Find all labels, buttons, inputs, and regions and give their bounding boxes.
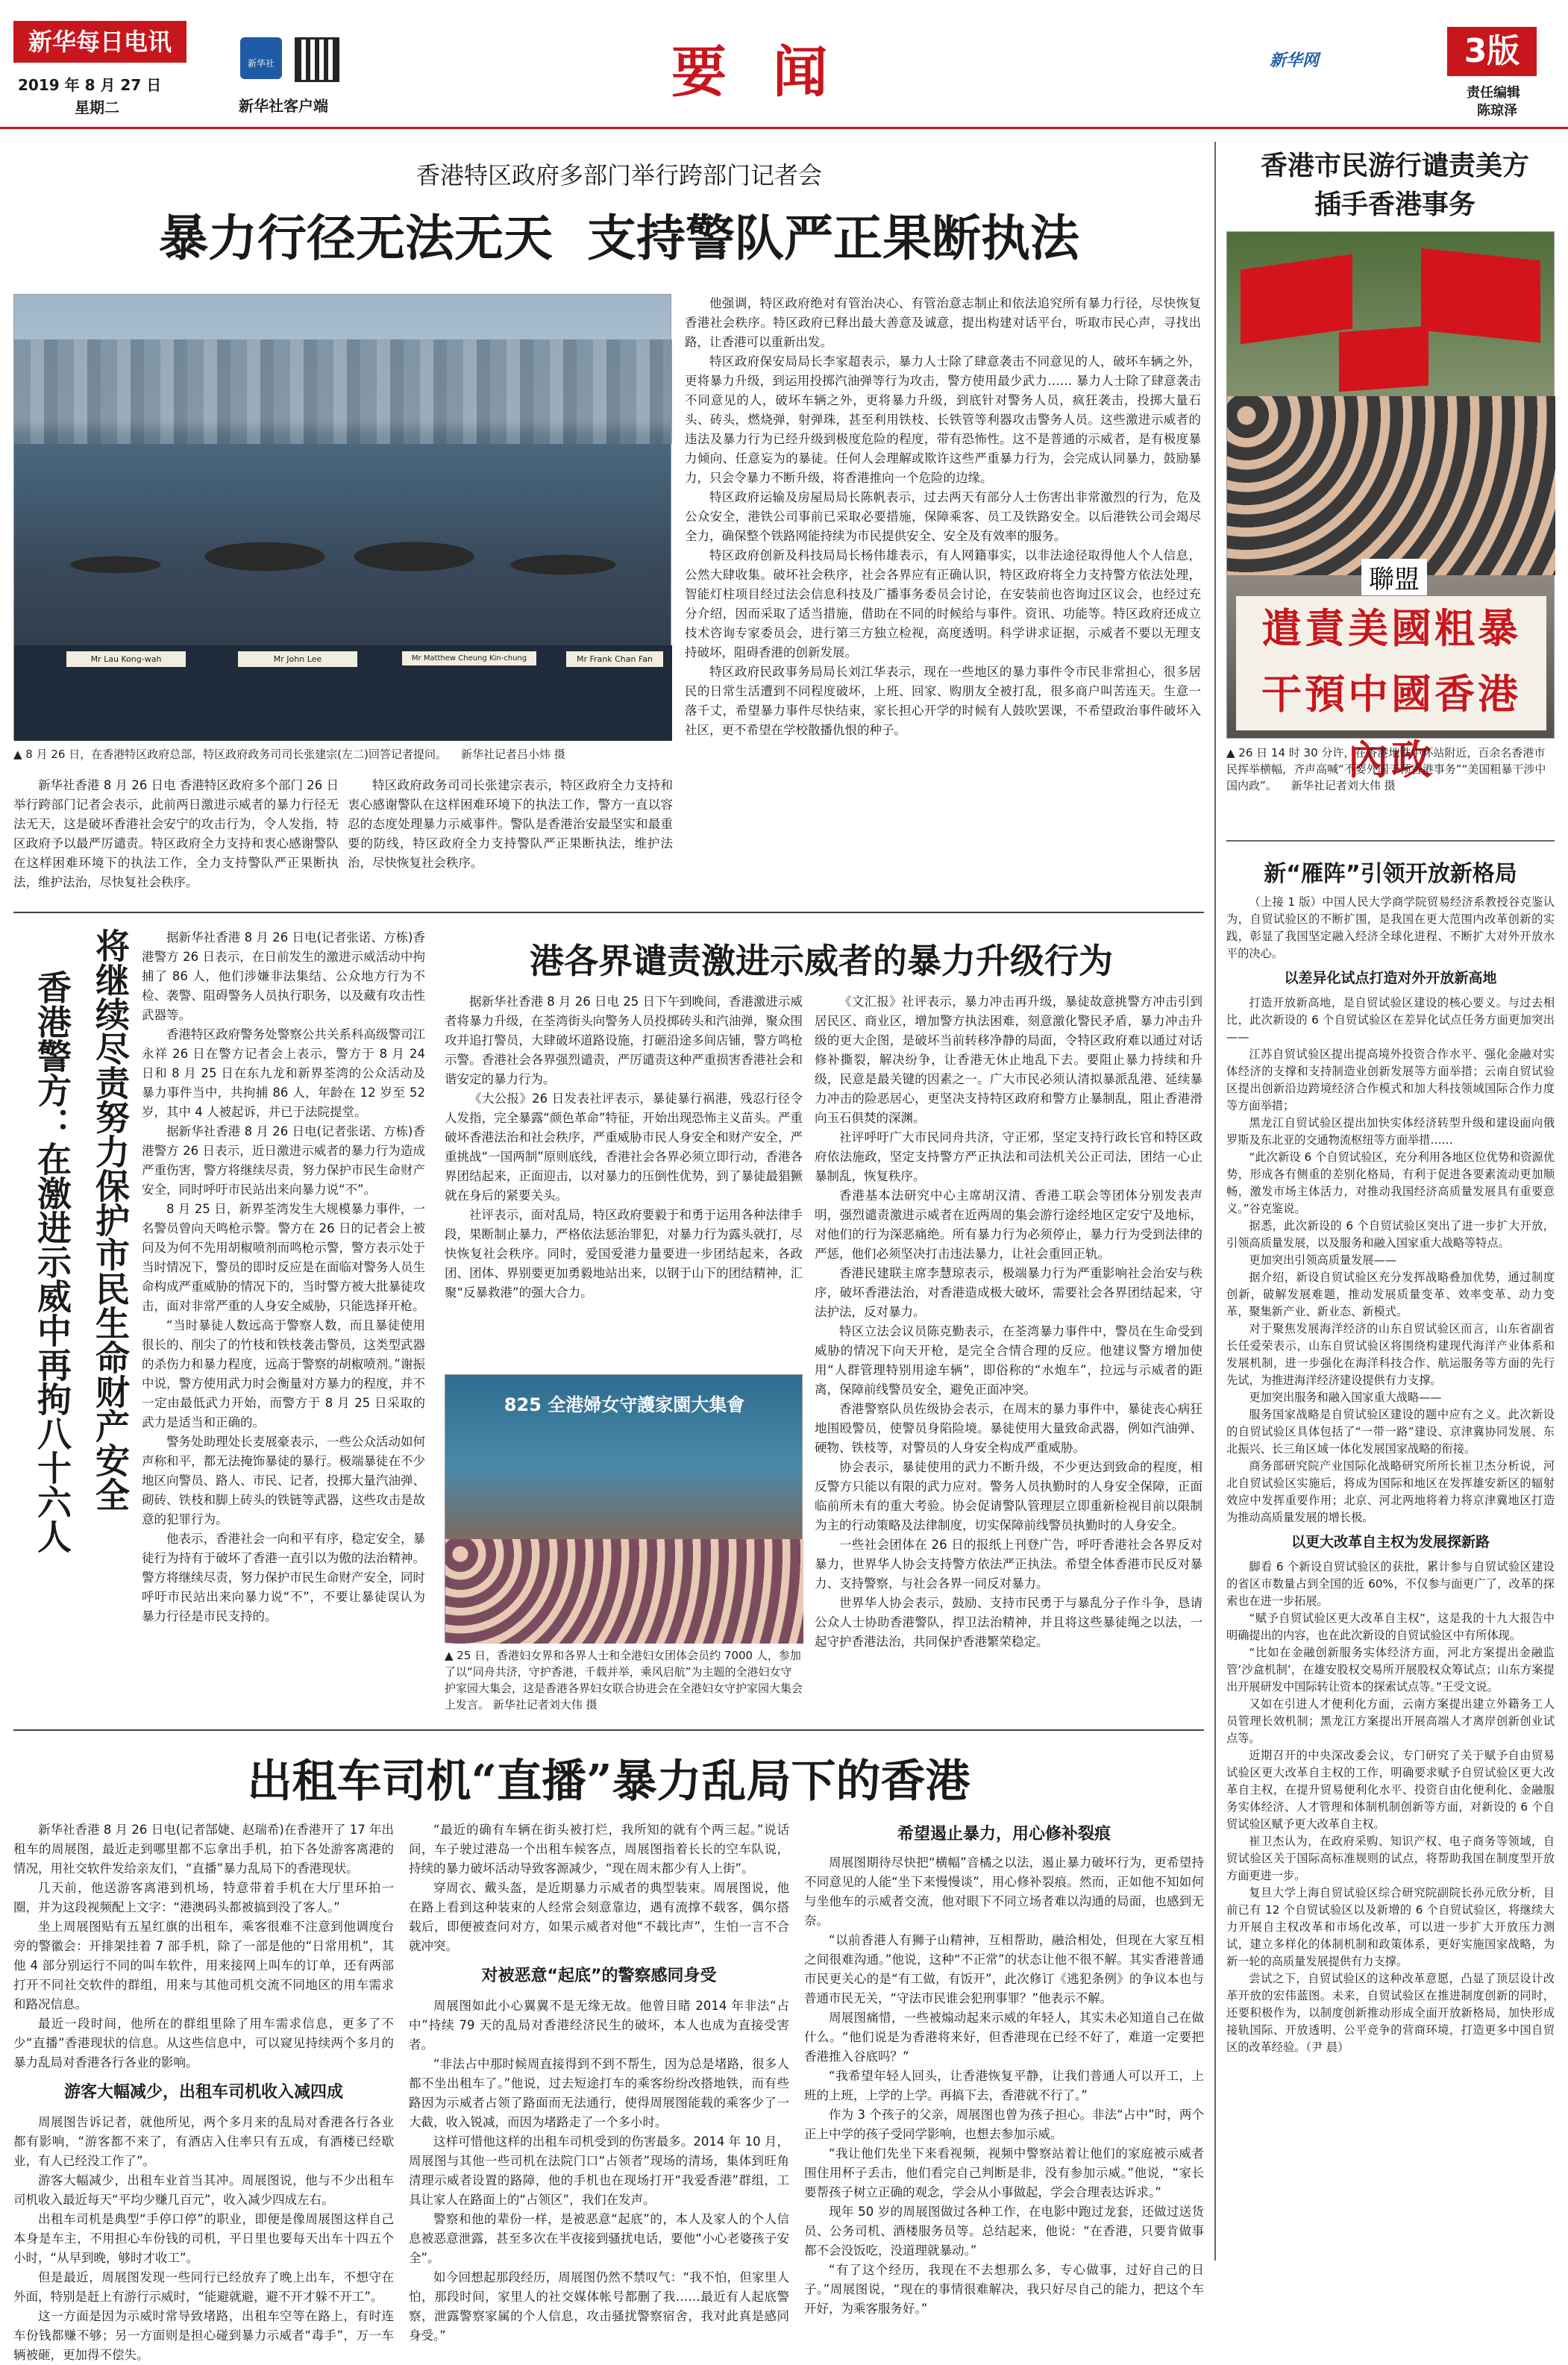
nameplate: Mr Frank Chan Fan bbox=[566, 651, 663, 667]
paragraph: 他表示，香港社会一向和平有序，稳定安全，暴徒行为持有于破坏了香港一直引以为傲的法治精神。警方将继续尽责，努力保护市民生命财产安全，同时呼吁市民站出来向暴力说“不”，不要让暴徒误认为暴力行径是市民支持的。 bbox=[142, 1532, 425, 1623]
ftz-headline: 新“雁阵”引领开放新格局 bbox=[1264, 861, 1517, 887]
issue-weekday: 星期二 bbox=[75, 98, 119, 116]
paragraph: 出租车司机是典型“手停口停”的职业，即便是像周展图这样自己本身是车主，不用担心车份钱的司机，平日里也要每天出车十四五个小时，“从早到晚，够时才收工”。 bbox=[13, 2212, 394, 2265]
rally-caption: ▲ 26 日 14 时 30 分许，在香港地铁中环站附近，百余名香港市民挥举横幅，齐声高喊“不要外国干预香港事务”“美国粗暴干涉中国内政”。 新华社记者刘大伟 摄 bbox=[1226, 746, 1546, 792]
police-vertical-title-1: 将继续尽责努力保护市民生命财产安全 bbox=[90, 928, 131, 1512]
paragraph: 据介绍，新设自贸试验区充分发挥战略叠加优势，通过制度创新，破解发展难题，推动发展质量变革、效率变革、动力变革，聚集新产业、新业态、新模式。 bbox=[1226, 1271, 1555, 1318]
taxi-subhead-2: 对被恶意“起底”的警察感同身受 bbox=[481, 1967, 717, 1985]
paragraph: 黑龙江自贸试验区提出加快实体经济转型升级和建设面向俄罗斯及东北亚的交通物流枢纽等方面举措…… bbox=[1226, 1116, 1555, 1147]
paragraph: 据新华社香港 8 月 26 日电 25 日下午到晚间，香港激进示威者将暴力升级，在荃湾街头向警务人员投掷砖头和汽油弹，聚众围攻并追打警员，大肆破坏道路设施，打砸沿途多间店铺，警方鸣枪示警。香港社会各界强烈谴责，严厉谴责这种严重损害香港社会和谐安定的暴力行为。 bbox=[445, 994, 803, 1086]
paragraph: 又如在引进人才便利化方面，云南方案提出建立外籍务工人员管理长效机制；黑龙江方案提出开展高端人才离岸创新创业试点等。 bbox=[1226, 1697, 1555, 1745]
paragraph: 香港民建联主席李慧琼表示，极端暴力行为严重影响社会治安与秩序，破坏香港法治，对香港造成极大破坏，需要社会各界团结起来，守法护法，反对暴力。 bbox=[815, 1266, 1202, 1319]
paragraph: 穿周衣、戴头盔，是近期暴力示威者的典型装束。周展图说，他在路上看到这种装束的人经常会刻意靠边，遇有流撑不载客，偶尔搭载后，即便被查问对方，如果示威者对他“不载比声”，生怕一言不合就冲突。 bbox=[409, 1881, 789, 1953]
paragraph: 游客大幅减少，出租车业首当其冲。周展图说，他与不少出租车司机收入最近每天“平均少赚几百元”，收入减少四成左右。 bbox=[13, 2173, 394, 2207]
paragraph: 一些社会团体在 26 日的报纸上刊登广告，呼吁香港社会各界反对暴力，世界华人协会支持警方依法严正执法。希望全体香港市民反对暴力、支持警察，与社会各界一同反对暴力。 bbox=[815, 1538, 1202, 1591]
qr-code-icon bbox=[295, 37, 339, 82]
paragraph: 警务处助理处长麦展豪表示，一些公众活动如何声称和平，都无法掩饰暴徒的暴行。极端暴徒在不少地区向警员、路人、市民、记者，投掷大量汽油弹、砌砖、铁枝和脚上砖头的铁链等武器，这些攻击是故意的犯罪行为。 bbox=[142, 1435, 425, 1526]
nameplate: Mr Lau Kong-wah bbox=[66, 651, 186, 667]
paragraph: 新华社香港 8 月 26 日电 香港特区政府多个部门 26 日举行跨部门记者会表示，此前两日激进示威者的暴力行径无法无天，这是破坏香港社会安宁的攻击行为，令人发指，特区政府予以最严厉谴责。特区政府全力支持和衷心感谢警队在这样困难环境下的执法工作，全力支持警队严正果断执法，维护法治，尽快复社会秩序。 bbox=[13, 778, 339, 889]
lead-kicker: 香港特区政府多部门举行跨部门记者会 bbox=[415, 161, 822, 189]
paragraph: 更加突出引领高质量发展—— bbox=[1249, 1253, 1396, 1267]
paragraph: 周展图期待尽快把“横幅”音橘之以法，遏止暴力破坏行为，更希望持不同意见的人能“坐下来慢慢谈”，用心修补裂痕。然而，正如他不知如何与坐他车的示威者交流，他对眼下不同立场者难以沟通的局面，也感到无奈。 bbox=[804, 1855, 1204, 1928]
paragraph: 香港特区政府警务处警察公共关系科高级警司江永祥 26 日在警方记者会上表示，警方于 8 月 24 日和 8 月 25 日在东九龙和新界荃湾的公众活动及暴力事件当中，共拘捕 86 人，年龄在 12 岁至 52 岁，其中 4 人被起诉，并已于法院提堂。 bbox=[142, 1027, 425, 1119]
taxi-col1 bbox=[13, 1820, 394, 2362]
paragraph: 这样可惜他这样的出租车司机受到的伤害最多。2014 年 10 月，周展图与其他一些司机在法院门口“占领者”现场的清场，集体到旺角清理示威者设置的路障，他的手机也在现场打开“我爱香港”群组，工具让家人在路面上的“占领区”，我们在发声。 bbox=[409, 2134, 789, 2207]
women-rally-caption: ▲ 25 日，香港妇女界和各界人士和全港妇女团体会员约 7000 人，参加了以“同舟共济，守护香港，千载并举，乘风启航”为主题的全港妇女守护家园大集会，这是香港各界妇女联合协进会在全港妇女守护家园大集会上发言。 新华社记者刘大伟 摄 bbox=[445, 1649, 803, 1711]
paragraph: 尝试之下，自贸试验区的这种改革意愿，凸显了顶层设计改革开放的宏伟蓝图。未来，自贸试验区在推进制度创新的同时，还要积极作为，以制度创新推动形成全面开放新格局，加快形成接轨国际、开放透明、公平竞争的营商环境，打造更多中国自贸区的改革经验。（尹 晨） bbox=[1226, 1972, 1555, 2054]
paragraph: 警察和他的辈份一样，是被恶意“起底”的，本人及家人的个人信息被恶意泄露，甚至多次在半夜接到骚扰电话，要他“小心老婆孩子安全”。 bbox=[409, 2212, 789, 2265]
hk-flag bbox=[1339, 326, 1429, 392]
paragraph: “我希望年轻人回头，让香港恢复平静，让我们普通人可以开工，上班的上班，上学的上学。再搞下去，香港就不行了。” bbox=[804, 2069, 1204, 2102]
taxi-divider bbox=[13, 1729, 1204, 1731]
paragraph: “最近的确有车辆在街头被打烂，我所知的就有个两三起。”说话间，车子驶过港岛一个出租车候客点，周展图指着长长的空车队说，持续的暴力破坏活动导致客源减少，“现在周末都少有人上街”。 bbox=[409, 1823, 789, 1876]
paragraph: 周展图痛惜，一些被煽动起来示威的年轻人，其实未必知道自己在做什么。“他们说是为香港将来好，但香港现在已经不好了，难道一定要把香港推入谷底吗？” bbox=[804, 2011, 1204, 2064]
paragraph: 新华社香港 8 月 26 日电(记者郜婕、赵瑞希)在香港开了 17 年出租车的周展图，最近走到哪里都不忘拿出手机，拍下各处游客离港的情况，用社交软件发给亲友们，“直播”暴力乱局下的香港现状。 bbox=[13, 1823, 394, 1876]
crowd-figures bbox=[445, 1539, 803, 1644]
paragraph: “以前香港人有狮子山精神，互相帮助，融洽相处，但现在大家互相之间很难沟通。”他说，这种“不正常”的状态让他不很不解。其实香港普通市民更关心的是“有工做，有饭开”，此次修订《逃犯条例》的争议本也与普通市民无关，“守法市民谁会犯刑事罪？”他表示不解。 bbox=[804, 1933, 1204, 2005]
chinese-flag bbox=[1421, 248, 1540, 343]
paragraph: 特区政府保安局局长李家超表示，暴力人士除了肆意袭击不同意见的人，破坏车辆之外，更将暴力升级，到运用投掷汽油弹等行为攻击，警方使用最少武力…… 暴力人士除了肆意袭击不同意见的人，破坏车辆之外，更将暴力升级，到底针对警务人员，疯狂袭击，投掷大量石头、砖头，燃烧弹，射弹珠，甚至利用铁枝、长铁管等利器攻击警务人员。这些激进示威者的违法及暴力行为已经升级到极度危险的程度，带有恐怖性。这不是普通的示威者，是有极度暴力倾向、任意妄为的暴徒。任何人会理解或欺许这些严重暴力行为，会完成认同暴力，鼓励暴力，只会令暴力不断升级，将香港推向一个危险的边缘。 bbox=[685, 354, 1201, 485]
lead-body-col3 bbox=[685, 294, 1201, 906]
taxi-col2 bbox=[409, 1820, 789, 2343]
paragraph: 江苏自贸试验区提出提高境外投资合作水平、强化金融对实体经济的支撑和支持制造业创新发展等方面举措；云南自贸试验区提出创新沿边跨境经济合作模式和加大科技领域国际合作力度等方面举措； bbox=[1226, 1047, 1555, 1112]
paragraph: 特区政府民政事务局局长刘江华表示，现在一些地区的暴力事件令市民非常担心，很多居民的日常生活遭到不同程度破坏，上班、回家、购朋友全被打乱，很多商户叫苦连天。生意一落千丈，希望暴力事件尽快结束，家长担心开学的时候有人鼓吹罢课，不希望政治事件破坏入社区，更不希望在学校散播仇恨的种子。 bbox=[685, 665, 1201, 737]
issue-date: 2019 年 8 月 27 日 bbox=[18, 76, 162, 94]
ftz-subhead-1: 以差异化试点打造对外开放新高地 bbox=[1284, 970, 1497, 986]
rally-headline: 香港市民游行谴责美方插手香港事务 bbox=[1260, 150, 1529, 220]
client-label: 新华社客户端 bbox=[239, 97, 328, 115]
nameplate: Mr John Lee bbox=[238, 651, 357, 667]
press-photo-caption: ▲ 8 月 26 日，在香港特区政府总部，特区政府政务司司长张建宗(左二)回答记者提问。 新华社记者吕小炜 摄 bbox=[13, 748, 565, 761]
police-vertical-title-2: 香港警方：在激进示威中再拘八十六人 bbox=[32, 970, 72, 1553]
ftz-body bbox=[1226, 894, 1555, 2267]
crowd-figures bbox=[1227, 396, 1555, 575]
taxi-col3 bbox=[804, 1820, 1204, 2316]
paragraph: 特区立法会议员陈克勤表示，在荃湾暴力事件中，警员在生命受到威胁的情况下向天开枪，是完全合情合理的反应。他建议警方增加使用“人群管理特别用途车辆”，即俗称的“水炮车”，拉远与示威者的距离，保障前线警员安全，避免正面冲突。 bbox=[815, 1324, 1202, 1397]
masthead bbox=[0, 0, 1568, 127]
paragraph: 特区政府政务司司长张建宗表示，特区政府全力支持和衷心感谢警队在这样困难环境下的执法工作，警方一直以容忍的态度处理暴力示威事件。警队是香港治安最坚实和最重要的防线，特区政府全力支持警队严正果断执法，维护法治，尽快恢复社会秩序。 bbox=[348, 778, 673, 870]
paragraph: 8 月 25 日，新界荃湾发生大规模暴力事件，一名警员曾向天鸣枪示警。警方在 26 日的记者会上被问及为何不先用胡椒喷剂而鸣枪示警，警方表示处于当时情况下，警员的即时反应是在面临对警务人员生命构成严重威胁的情况下的，当时警方被大批暴徒攻击，面对非常严重的人身安全威胁，只能选择开枪。 bbox=[142, 1202, 425, 1313]
paragraph: 《文汇报》社评表示，暴力冲击再升级，暴徒故意挑警方冲击引到居民区、商业区，增加警方执法困难，刻意激化警民矛盾，暴力冲击升级的更大企图，是破坏当前转移净静的局面，令特区政府难以通过对话修补撕裂，解决纷争，让香港无休止地乱下去。要阻止暴力持续和升级，民意是最关键的因素之一。广大市民必须认清拟暴派乱港、延续暴力冲击的险恶居心，更坚决支持特区政府和警方止暴制乱，阻止香港滑向玉石俱焚的深渊。 bbox=[815, 994, 1202, 1125]
paragraph: （上接 1 版）中国人民大学商学院贸易经济系教授谷克鉴认为，自贸试验区的不断扩围，是我国在更大范围内改革创新的实践，彰显了我国坚定融入经济全球化进程、不断扩大对外开放水平的决心。 bbox=[1226, 895, 1555, 960]
section-title: 要 闻 bbox=[671, 40, 841, 104]
speaker-figures bbox=[44, 466, 641, 630]
paragraph: 打造开放新高地，是自贸试验区建设的核心要义。与过去相比，此次新设的 6 个自贸试验区在差异化试点任务方面更加突出—— bbox=[1226, 996, 1555, 1044]
paragraph: 但是最近，周展图发现一些同行已经放弃了晚上出车，不想守在外面，特别是赶上有游行示威时，“能避就避，避不开才躲不开工”。 bbox=[13, 2270, 394, 2304]
lead-body-col1 bbox=[13, 776, 339, 903]
right-rail-divider bbox=[1214, 142, 1216, 2261]
news-logo: 新华网 bbox=[1270, 51, 1320, 70]
xinhua-client-logo: 新华社 bbox=[240, 37, 282, 79]
paragraph: “比如在金融创新服务实体经济方面，河北方案提出金融监管‘沙盒机制’，在雄安股权交易所开展股权众筹试点；山东方案提出开展研发中国际转让资本的探索试点等。”王受文说。 bbox=[1226, 1646, 1555, 1694]
paragraph: 社评呼吁广大市民同舟共济，守正邪，坚定支持行政长官和特区政府依法施政，坚定支持警方严正执法和司法机关公正司法，团结一心止暴制乱，恢复秩序。 bbox=[815, 1130, 1202, 1183]
paragraph: 几天前，他送游客离港到机场，特意带着手机在大厅里环拍一圈，并为这段视频配上文字：“港澳码头都被搞到没了客人。” bbox=[13, 1881, 394, 1914]
paragraph: 香港警察队员佐级协会表示，在周末的暴力事件中，暴徒丧心病狂地围殴警员，使警员身陷险境。暴徒使用大量致命武器，例如汽油弹、硬物、铁枝等，对警员的人身安全构成严重威胁。 bbox=[815, 1402, 1202, 1455]
paragraph: “此次新设 6 个自贸试验区，充分利用各地区位优势和资源优势，形成各有侧重的差别化格局，有利于促进各要素流动更加顺畅，激发市场主体活力，对推动我国经济高质量发展具有重要意义。”谷克鉴说。 bbox=[1226, 1150, 1555, 1215]
paragraph: 特区政府创新及科技局局长杨伟雄表示，有人网籍事实，以非法途径取得他人个人信息，公然大肆收集。破坏社会秩序，社会各界应有正确认识，特区政府将全力支持警方依法处理，智能灯柱项目经过法会信息科技及广播事务委员会讨论，在安装前也咨询过区议会，也经过充分介绍，因而采取了适当措施，借助在不同的时候给与事件。资讯、功能等。特区政府还成立技术咨询专家委员会，进行第三方独立检视，高度透明。科学讲求证据，示威者不要以无理支持破坏，阻碍香港的创新发展。 bbox=[685, 548, 1201, 660]
paragraph: 周展图如此小心翼翼不是无缘无故。他曾目睹 2014 年非法“占中”持续 79 天的乱局对香港经济民生的破坏，本人也成为直接受害者。 bbox=[409, 1999, 789, 2052]
protest-banner: 遣責美國粗暴干預中國香港內政 bbox=[1236, 596, 1546, 730]
lead-divider bbox=[13, 912, 1204, 913]
banner-small-text: 聯盟 bbox=[1361, 559, 1427, 595]
lead-headline: 暴力行径无法无天 支持警队严正果断执法 bbox=[159, 209, 1079, 267]
paragraph: 协会表示，暴徒使用的武力不断升级，不少更达到致命的程度，相反警方只能以有限的武力应对。警务人员执勤时的人身安全保障，正面临前所未有的重大考验。协会促请警队管理层立即重新检视目前以限制为主的行动策略及法律制度，切实保障前线警员执勤时的人身安全。 bbox=[815, 1460, 1202, 1532]
paragraph: 据悉，此次新设的 6 个自贸试验区突出了进一步扩大开放，引领高质量发展，以及服务和融入国家重大战略等特点。 bbox=[1226, 1219, 1555, 1250]
rail-divider bbox=[1226, 840, 1555, 842]
nameplate: Mr Matthew Cheung Kin-chung bbox=[402, 651, 536, 665]
condemn-body-left bbox=[445, 992, 803, 1365]
paragraph: 崔卫杰认为，在政府采购、知识产权、电子商务等领域，自贸试验区关于国际高标准规则的试点，将帮助我国在制度型开放方面更进一步。 bbox=[1226, 1835, 1555, 1882]
paragraph: 特区政府运输及房屋局局长陈帆表示，过去两天有部分人士伤害出非常激烈的行为，危及公众安全，港铁公司事前已采取必要措施，保障乘客、员工及铁路安全。以后港铁公司会竭尽全力，确保整个铁路网能持续为市民提供安全、安全及有效率的服务。 bbox=[685, 490, 1201, 543]
paragraph: 据新华社香港 8 月 26 日电(记者张诺、方栋)香港警方 26 日表示，在日前发生的激进示威活动中拘捕了 86 人，他们涉嫌非法集结、公众地方行为不检、袭警、阻碍警务人员执行职务，以及藏有攻击性武器等。 bbox=[142, 930, 425, 1022]
taxi-subhead-3: 希望遏止暴力，用心修补裂痕 bbox=[897, 1825, 1111, 1844]
paragraph: 据新华社香港 8 月 26 日电(记者张诺、方栋)香港警方 26 日表示，近日激进示威者的暴力行为造成严重伤害，警方将继续尽责，努力保护市民生命财产安全，同时呼吁市民站出来向暴力说“不”。 bbox=[142, 1124, 425, 1197]
paragraph: 坐上周展图贴有五星红旗的出租车，乘客很难不注意到他调度台旁的警徽会：开排架挂着 7 部手机，除了一部是他的“日常用机”，其他 4 部分别运行不同的叫车软件，用来接网上叫车的订单，还有两部打开不同社交软件的群组，用来与其他司机交流不同地区的用车需求和路况信息。 bbox=[13, 1920, 394, 2011]
paragraph: 最近一段时间，他所在的群组里除了用车需求信息，更多了不少“直播”香港现状的信息。从这些信息中，可以窥见持续两个多月的暴力乱局对香港各行各业的影响。 bbox=[13, 2017, 394, 2070]
paragraph: 《大公报》26 日发表社评表示，暴徒暴行祸港，残忍行径令人发指，完全暴露“颜色革命”特征，开始出现恐怖主义苗头。严重破坏香港法治和社会秩序，严重威胁市民人身安全和财产安全，严重挑战“一国两制”原则底线，香港社会各界必须立即行动，香港各界团结起来，正面迎击，以对暴力的压倒性优势，到了暴徒最猖獗就在身后的紧要关头。 bbox=[445, 1091, 803, 1203]
chinese-flag bbox=[1241, 254, 1352, 344]
paragraph: 脚看 6 个新设自贸试验区的获批，累计参与自贸试验区建设的省区市数量占到全国的近 60%，不仅参与面更广了，改革的探索也在进一步拓展。 bbox=[1226, 1560, 1555, 1608]
paragraph: 服务国家战略是自贸试验区建设的题中应有之义。此次新设的自贸试验区具体包括了“一带一路”建设、京津冀协同发展、东北振兴、长三角区域一体化发展国家战略的衔接。 bbox=[1226, 1408, 1555, 1456]
editor-name: 陈琼泽 bbox=[1477, 103, 1517, 119]
paragraph: “赋予自贸试验区更大改革自主权”，这是我的十九大报告中明确提出的内容，也在此次新设的自贸试验区中有所体现。 bbox=[1226, 1611, 1555, 1642]
condemn-headline: 港各界谴责激进示威者的暴力升级行为 bbox=[530, 941, 1113, 981]
paragraph: 社评表示，面对乱局，特区政府要毅于和勇于运用各种法律手段，果断制止暴力，严格依法惩治罪犯，对暴力行为露头就打，尽快恢复社会秩序。同时，爱国爱港力量要进一步团结起来，各政团、团体、界别要更加勇毅地站出来，以钢于山下的团结精神，汇聚“反暴救港”的强大合力。 bbox=[445, 1208, 803, 1300]
paragraph: 对于聚焦发展海洋经济的山东自贸试验区而言，山东省副省长任爱荣表示，山东自贸试验区将围绕构建现代海洋产业体系和发展机制，进一步强化在海洋科技合作、航运服务等方面的先行先试，为推进海洋经济建设提供有力支撑。 bbox=[1226, 1322, 1555, 1387]
paragraph: 世界华人协会表示，鼓励、支持市民勇于与暴乱分子作斗争，恳请公众人士协助香港警队，捍卫法治精神，并且将这些暴徒绳之以法，一起守护香港法治，共同保护香港繁荣稳定。 bbox=[815, 1596, 1202, 1649]
press-conference-photo bbox=[13, 294, 671, 740]
paragraph: 更加突出服务和融入国家重大战略—— bbox=[1249, 1391, 1442, 1404]
paragraph: 近期召开的中央深改委会议，专门研究了关于赋予自由贸易试验区更大改革自主权的工作，明确要求赋予自贸试验区更大改革自主权，在提升贸易便利化水平、投资自由化便利化、金融服务实体经济、人才管理和体制机制创新等方面，对新设的 6 个自贸试验区赋予更大改革自主权。 bbox=[1226, 1749, 1555, 1831]
women-rally-photo bbox=[445, 1374, 803, 1643]
paragraph: 复旦大学上海自贸试验区综合研究院副院长孙元欣分析，目前已有 12 个自贸试验区以及新增的 6 个自贸试验区，将继续大力开展自主权改革和市场化改革，可以进一步扩大开放压力测试，建立多样化的体制机制和政策体系，更好实施国家战略，为新一轮的高质量发展提供有力支撑。 bbox=[1226, 1886, 1555, 1968]
taxi-headline: 出租车司机“直播”暴力乱局下的香港 bbox=[247, 1755, 970, 1808]
paragraph: 周展图告诉记者，就他所见，两个多月来的乱局对香港各行各业都有影响，“游客都不来了，有酒店入住率只有五成，有酒楼已经歇业，有人已经没工作了”。 bbox=[13, 2115, 394, 2168]
police-body bbox=[142, 928, 425, 1719]
paragraph: “有了这个经历，我现在不去想那么多，专心做事，过好自己的日子。”周展图说，“现在的事情很难解决，我只好尽自己的能力，把这个车开好，为乘客服务好。” bbox=[804, 2263, 1204, 2316]
page-number-badge: 3版 bbox=[1447, 27, 1537, 76]
paragraph: “我让他们先坐下来看视频，视频中警察站着让他们的家庭被示威者围住用杯子丢击，他们看完自己判断是非，没有参加示威。”他说，“家长要帮孩子树立正确的观念，学会从小事做起，学会合理表达诉求。” bbox=[804, 2146, 1204, 2199]
paragraph: “非法占中那时候周直接得到不到不帮生，因为总是堵路，很多人都不坐出租车了。”他说，过去短途打车的乘客纷纷改搭地铁，而有些路因为示威者占领了路面而无法通行，使得周展图能载的乘客少了一大截，收入锐减，而因为堵路走了一个多小时。 bbox=[409, 2057, 789, 2129]
paragraph: 如今回想起那段经历，周展图仍然不禁叹气：“我不怕，但家里人怕，那段时间，家里人的社交媒体帐号都删了我……最近有人起底警察，泄露警察家属的个人信息，攻击骚扰警察宿舍，我对此真是感同身受。” bbox=[409, 2270, 789, 2343]
paragraph: 商务部研究院产业国际化战略研究所所长崔卫杰分析说，河北自贸试验区实施后，将成为国际和地区在发挥雄安新区的辐射效应中发挥重要作用；北京、河北两地将着力将京津冀地区打造为推动高质量发展的增长极。 bbox=[1226, 1459, 1555, 1524]
taxi-subhead-1: 游客大幅减少，出租车司机收入减四成 bbox=[63, 2083, 343, 2102]
ftz-subhead-2: 以更大改革自主权为发展探新路 bbox=[1291, 1534, 1490, 1550]
condemn-body-right bbox=[815, 992, 1202, 1723]
paragraph: 香港基本法研究中心主席胡汉清、香港工联会等团体分别发表声明，强烈谴责激进示威者在近两周的集会游行途经地区定安宁及地标，对他们的行为深恶痛绝。所有暴力行为必须停止，暴力行为受到法律的严惩，他们必须坚决打击违法暴力，让社会重回正轨。 bbox=[815, 1188, 1202, 1261]
paragraph: 现年 50 岁的周展图做过各种工作，在电影中跑过龙套，还做过送货员、公务司机、酒楼服务员等。总结起来，他说：“在香港，只要肯做事都不会没饭吃，没道理就暴动。” bbox=[804, 2205, 1204, 2258]
lead-body-col2 bbox=[348, 776, 673, 903]
editor-label: 责任编辑 bbox=[1467, 85, 1520, 101]
paragraph: 这一方面是因为示威时常导致堵路，出租车空等在路上，有时连车份钱都赚不够；另一方面则是担心碰到暴力示威者“毒手”，万一车辆被砸，更加得不偿失。 bbox=[13, 2309, 394, 2362]
masthead-rule bbox=[0, 127, 1568, 129]
harbour-skyline bbox=[14, 339, 672, 444]
brand-logo: 新华每日电讯 bbox=[13, 21, 186, 63]
paragraph: 作为 3 个孩子的父亲，周展图也曾为孩子担心。非法“占中”时，两个正上中学的孩子受同学影响，也想去参加示威。 bbox=[804, 2108, 1204, 2141]
rally-stage-sign: 825 全港婦女守護家園大集會 bbox=[504, 1394, 745, 1415]
paragraph: “当时暴徒人数远高于警察人数，而且暴徒使用很长的、削尖了的竹枝和铁枝袭击警员，这类型武器的杀伤力和暴力程度，远高于警察的胡椒喷剂。”谢振中说，警方使用武力时会衡量对方暴力的程度，并不一定由最低武力开始，而警方于 8 月 25 日采取的武力是适当和正确的。 bbox=[142, 1318, 425, 1429]
paragraph: 他强调，特区政府绝对有管治决心、有管治意志制止和依法追究所有暴力行径，尽快恢复香港社会秩序。特区政府已释出最大善意及诚意，提出构建对话平台，听取市民心声，寻找出路，让香港可以重新出发。 bbox=[685, 296, 1201, 349]
